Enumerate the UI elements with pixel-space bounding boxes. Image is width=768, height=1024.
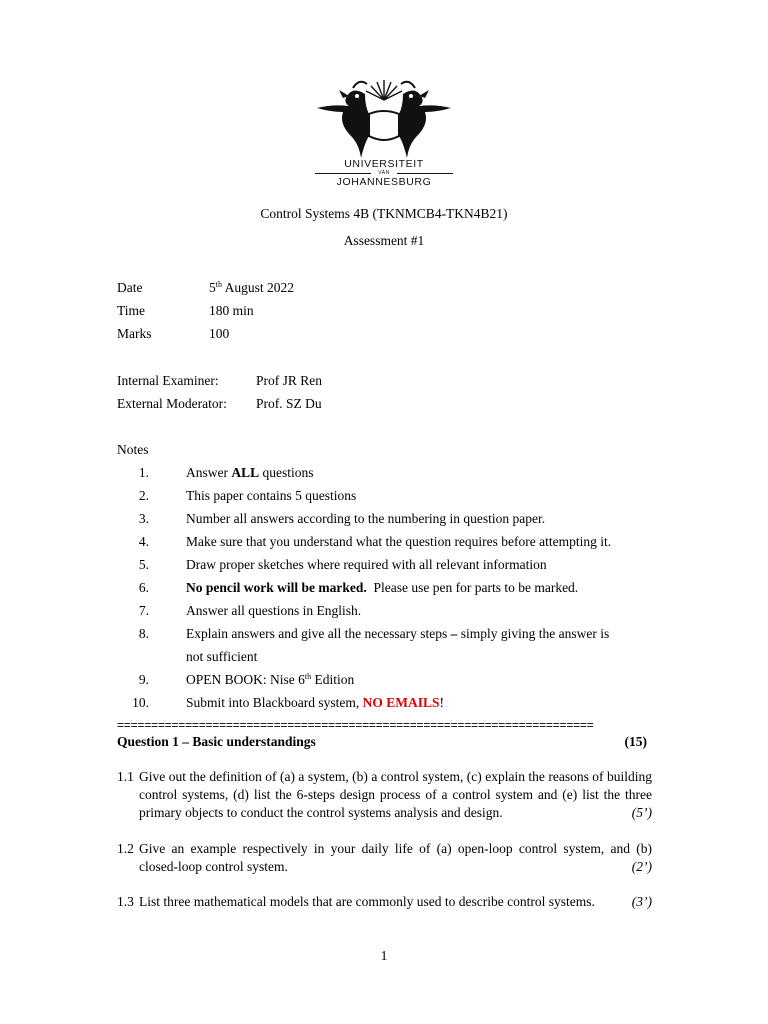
examiner-value: Prof JR Ren: [256, 373, 323, 388]
time-label: Time: [117, 303, 146, 318]
question-part: [117, 768, 652, 822]
part-number: 1.3: [117, 894, 134, 909]
item-dash: –: [450, 626, 458, 641]
moderator-label: External Moderator:: [117, 396, 227, 411]
marks-label: Marks: [117, 326, 152, 341]
item-text: Answer all questions in English.: [186, 603, 362, 618]
wordmark-mid: VAN: [303, 170, 465, 176]
university-wordmark: [303, 158, 465, 188]
item-number: 2.: [138, 488, 149, 503]
part-number: 1.2: [117, 841, 134, 856]
item-superscript: th: [304, 672, 312, 681]
part-text: List three mathematical models that are commonly used to describe control systems.: [139, 894, 595, 909]
wordmark-top: UNIVERSITEIT: [344, 158, 424, 170]
no-emails-warning: NO EMAILS: [362, 695, 440, 710]
item-number: 7.: [138, 603, 149, 618]
date-day: 5: [209, 280, 216, 295]
item-text: Answer: [186, 465, 232, 480]
examiner-label: Internal Examiner:: [117, 373, 219, 388]
time-row: [117, 303, 254, 319]
item-bold: No pencil work will be marked.: [186, 580, 367, 595]
part-number: 1.1: [117, 769, 134, 784]
marks-row: [117, 326, 229, 342]
notes-title: Notes: [117, 442, 149, 457]
item-text: not sufficient: [186, 649, 258, 664]
item-text: Explain answers and give all the necessary steps: [186, 626, 451, 641]
question-part: [117, 840, 652, 876]
item-number: 5.: [138, 557, 149, 572]
question-title: Question 1 – Basic understandings: [117, 734, 316, 749]
date-row: [117, 280, 294, 296]
item-text: Make sure that you understand what the question requires before attempting it.: [186, 534, 612, 549]
item-text: !: [439, 695, 445, 710]
marks-value: 100: [209, 326, 230, 341]
date-suffix: th: [215, 280, 222, 289]
examiner-row: [117, 373, 322, 389]
time-value: 180 min: [209, 303, 254, 318]
item-text: OPEN BOOK: Nise 6: [186, 672, 305, 687]
wordmark-bottom: JOHANNESBURG: [336, 176, 432, 188]
part-marks: (3’): [631, 894, 652, 909]
item-text: simply giving the answer is: [457, 626, 610, 641]
date-rest: August 2022: [221, 280, 294, 295]
part-marks: (2’): [631, 859, 652, 874]
item-number: 9.: [138, 672, 149, 687]
item-text: Please use pen for parts to be marked.: [366, 580, 579, 595]
moderator-row: [117, 396, 322, 412]
item-number: 1.: [138, 465, 149, 480]
moderator-value: Prof. SZ Du: [256, 396, 322, 411]
item-text: Draw proper sketches where required with all relevant information: [186, 557, 547, 572]
item-number: 10.: [132, 695, 149, 710]
assessment-title: Assessment #1: [343, 233, 425, 248]
part-text: Give an example respectively in your daily life of (a) open-loop control system, and (b) closed-loop control system.: [139, 841, 652, 874]
part-text: Give out the definition of (a) a system, (b) a control system, (c) explain the reasons of building control systems, (d) list the 6-steps design process of a control system and (e) list the three primary objects to conduct the control systems analysis and design.: [139, 769, 652, 820]
item-bold: ALL: [231, 465, 260, 480]
date-label: Date: [117, 280, 143, 295]
item-number: 8.: [138, 626, 149, 641]
item-text: This paper contains 5 questions: [186, 488, 357, 503]
item-number: 6.: [138, 580, 149, 595]
item-text: Submit into Blackboard system,: [186, 695, 363, 710]
item-text: Number all answers according to the numbering in question paper.: [186, 511, 546, 526]
item-number: 3.: [138, 511, 149, 526]
separator-line: ======================================================================: [117, 720, 594, 730]
item-number: 4.: [138, 534, 149, 549]
page-number: 1: [380, 948, 388, 963]
item-text: Edition: [311, 672, 355, 687]
question-marks: (15): [624, 734, 647, 749]
item-text: questions: [259, 465, 314, 480]
question-part: [117, 893, 652, 911]
part-marks: (5’): [631, 805, 652, 820]
course-title: Control Systems 4B (TKNMCB4-TKN4B21): [260, 206, 508, 221]
question-heading: [117, 734, 647, 750]
